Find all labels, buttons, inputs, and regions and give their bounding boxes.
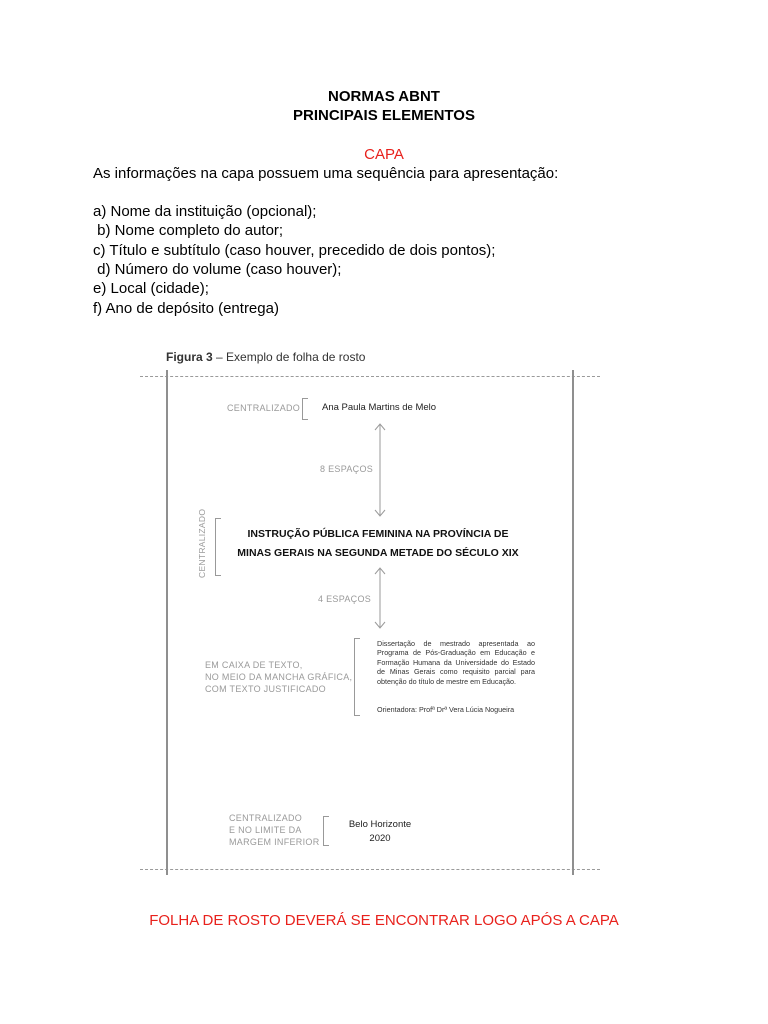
- list-item: f) Ano de depósito (entrega): [93, 300, 279, 317]
- label-caixa-de-texto-3: COM TEXTO JUSTIFICADO: [205, 684, 326, 694]
- spacing-arrow-4: [370, 566, 390, 630]
- example-title-line-1: INSTRUÇÃO PÚBLICA FEMININA NA PROVÍNCIA DE: [247, 528, 509, 540]
- bottom-margin-dashed-line: [140, 869, 600, 870]
- list-item: a) Nome da instituição (opcional);: [93, 203, 317, 220]
- label-4-espacos: 4 ESPAÇOS: [318, 594, 372, 604]
- label-caixa-de-texto-2: NO MEIO DA MANCHA GRÁFICA,: [205, 672, 353, 682]
- page-right-edge: [572, 370, 574, 875]
- title-page-example-figure: [140, 370, 600, 875]
- author-bracket: [302, 398, 308, 420]
- example-advisor: Orientadora: Profª Drª Vera Lúcia Nogueira: [377, 705, 515, 714]
- page-left-edge: [166, 370, 168, 875]
- label-bottom-2: E NO LIMITE DA: [229, 825, 302, 835]
- footer-note: FOLHA DE ROSTO DEVERÁ SE ENCONTRAR LOGO APÓS A CAPA: [149, 912, 619, 929]
- list-item: c) Título e subtítulo (caso houver, precedido de dois pontos);: [93, 242, 496, 259]
- section-title-capa: CAPA: [364, 146, 404, 163]
- top-margin-dashed-line: [140, 376, 600, 377]
- label-centralizado-vertical: CENTRALIZADO: [197, 508, 207, 578]
- example-title-line-2: MINAS GERAIS NA SEGUNDA METADE DO SÉCULO XIX: [237, 547, 519, 559]
- title-bracket: [215, 518, 221, 576]
- example-year: 2020: [369, 833, 391, 844]
- figure-caption: [166, 350, 365, 364]
- label-bottom-1: CENTRALIZADO: [229, 813, 303, 823]
- label-8-espacos: 8 ESPAÇOS: [320, 464, 374, 474]
- figure-caption-text: – Exemplo de folha de rosto: [212, 350, 366, 364]
- figure-caption-label: Figura 3: [166, 350, 213, 364]
- label-centralizado-top: CENTRALIZADO: [227, 403, 301, 413]
- document-title: NORMAS ABNT: [328, 88, 440, 105]
- document-subtitle: PRINCIPAIS ELEMENTOS: [293, 107, 475, 124]
- textbox-bracket: [354, 638, 360, 716]
- intro-text: As informações na capa possuem uma sequência para apresentação:: [93, 165, 559, 182]
- example-author-name: Ana Paula Martins de Melo: [322, 402, 437, 413]
- city-year-bracket: [323, 816, 329, 846]
- list-item: d) Número do volume (caso houver);: [93, 261, 342, 278]
- list-item: e) Local (cidade);: [93, 280, 209, 297]
- label-bottom-3: MARGEM INFERIOR: [229, 837, 320, 847]
- example-city: Belo Horizonte: [348, 819, 412, 830]
- list-item: b) Nome completo do autor;: [93, 222, 284, 239]
- example-abstract-text: Dissertação de mestrado apresentada ao Programa de Pós-Graduação em Educação e Formação Humana da Universidade do Estado de Minas Gerais como requisito parcial para obtenção do título de mestre em Educação.: [377, 639, 535, 686]
- label-caixa-de-texto-1: EM CAIXA DE TEXTO,: [205, 660, 303, 670]
